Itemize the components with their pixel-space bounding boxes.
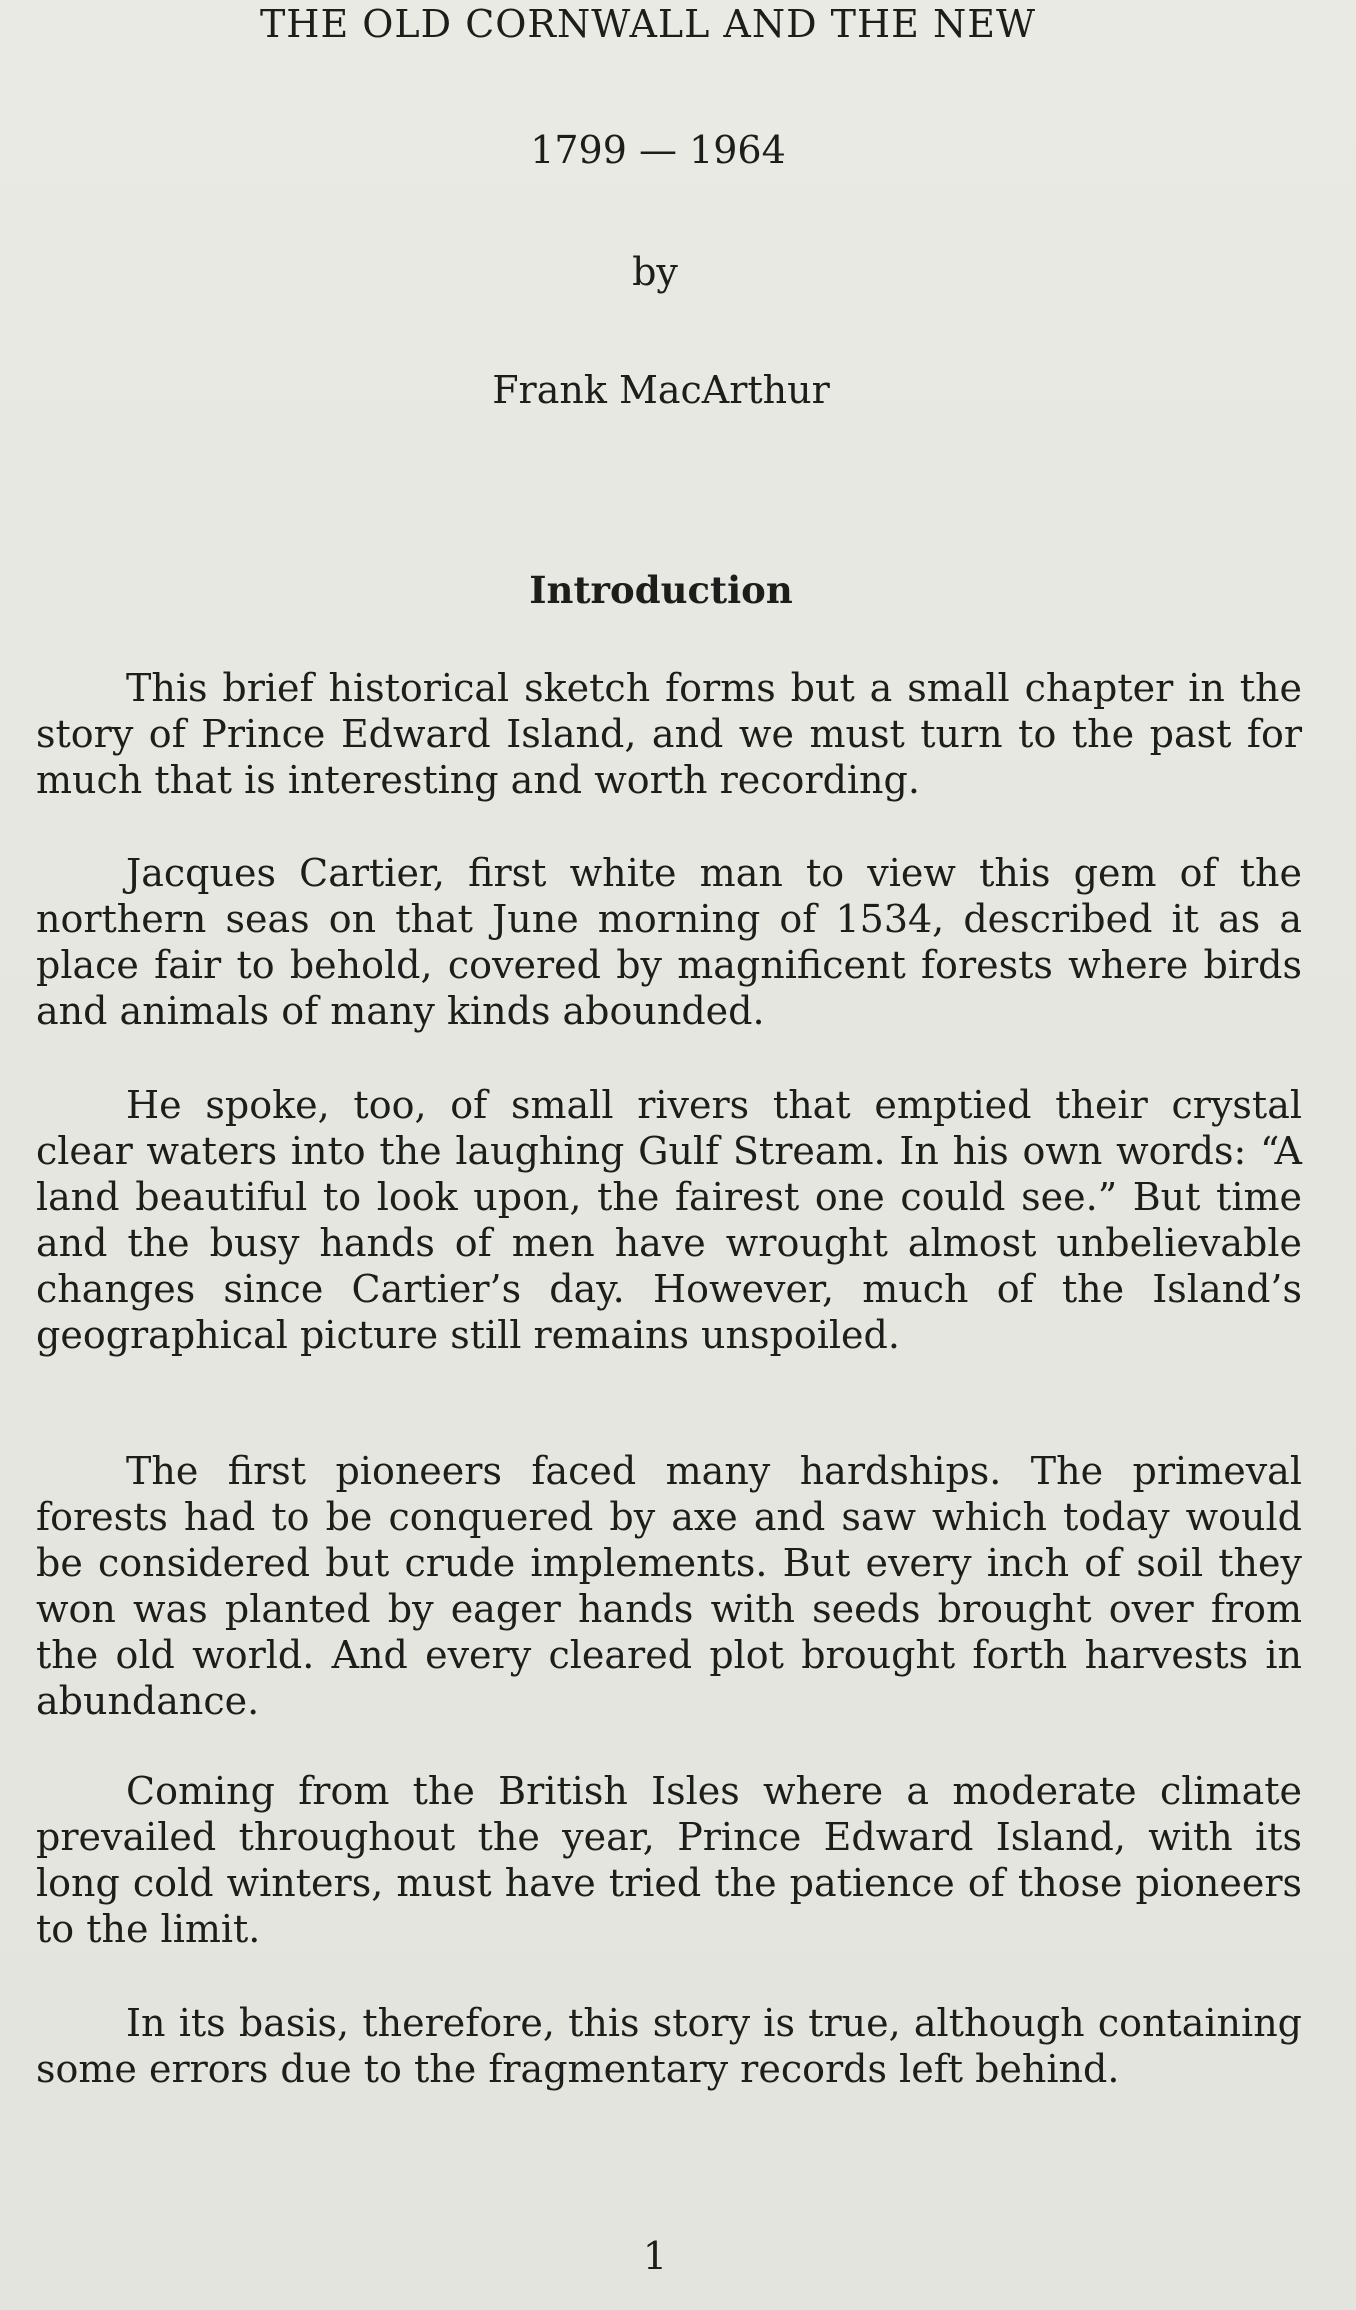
date-range: 1799 — 1964	[530, 128, 786, 172]
paragraph: Coming from the British Isles where a moderate climate prevailed throughout the year, Prince Edward Island, with its long cold winters, must have tried the patience of those pioneers to the limit.	[36, 1769, 1302, 1951]
paragraph: This brief historical sketch forms but a small chapter in the story of Prince Edward Island, and we must turn to the past for much that is interesting and worth recording.	[36, 666, 1302, 802]
section-heading: Introduction	[529, 568, 793, 612]
author-name: Frank MacArthur	[492, 368, 830, 412]
paragraph: He spoke, too, of small rivers that emptied their crystal clear waters into the laughing Gulf Stream. In his own words: “A land beautiful to look upon, the fairest one could see.” But time and the busy hands of men have wrought almost unbelievable changes since Cartier’s day. However, much of the Island’s geographical picture still remains unspoiled.	[36, 1083, 1302, 1357]
paragraph: Jacques Cartier, first white man to view this gem of the northern seas on that June morning of 1534, described it as a place fair to behold, covered by magnificent forests where birds and animals of many kinds abounded.	[36, 851, 1302, 1033]
paragraph: In its basis, therefore, this story is true, although containing some errors due to the fragmentary records left behind.	[36, 2001, 1302, 2091]
paragraph: The first pioneers faced many hardships. The primeval forests had to be conquered by axe and saw which today would be considered but crude implements. But every inch of soil they won was planted by eager hands with seeds brought over from the old world. And every cleared plot brought forth harvests in abundance.	[36, 1449, 1302, 1723]
byline-label: by	[632, 250, 678, 294]
book-title: THE OLD CORNWALL AND THE NEW	[259, 2, 1037, 46]
page-number: 1	[642, 2234, 668, 2278]
